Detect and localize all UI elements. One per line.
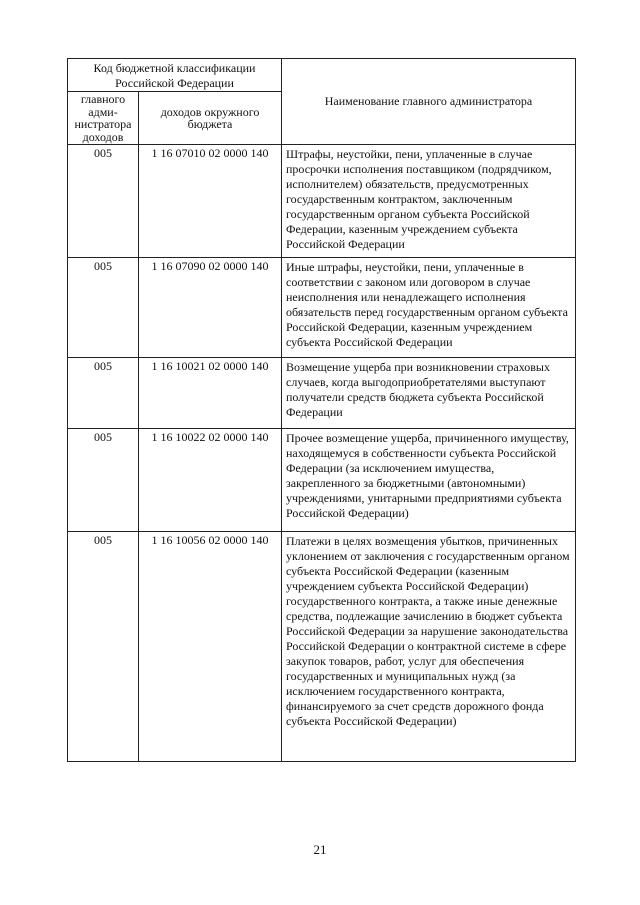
administrator-name-cell: Прочее возмещение ущерба, причиненного имуществу, находящемуся в собственности субъекта Российской Федерации (за исключением имущества, закрепленного за бюджетными (автономными) учреждениями, унитарными предприятиями субъекта Российской Федерации) [282, 429, 576, 532]
admin-code-cell: 005 [68, 532, 139, 762]
budget-code-cell: 1 16 10056 02 0000 140 [139, 532, 282, 762]
table-row [68, 429, 576, 532]
table-row [68, 258, 576, 358]
budget-code-cell: 1 16 07010 02 0000 140 [139, 145, 282, 258]
budget-classification-table [67, 58, 576, 762]
table-row [68, 358, 576, 429]
page-number: 21 [313, 842, 327, 857]
administrator-name-cell: Возмещение ущерба при возникновении страховых случаев, когда выгодоприобретателями выступают получатели средств бюджета субъекта Российской Федерации [282, 358, 576, 429]
header-administrator-name: Наименование главного администратора [282, 59, 576, 145]
budget-code-cell: 1 16 10022 02 0000 140 [139, 429, 282, 532]
header-budget-classification-code: Код бюджетной классификации Российской Федерации [68, 59, 282, 92]
budget-code-cell: 1 16 07090 02 0000 140 [139, 258, 282, 358]
administrator-name-cell: Штрафы, неустойки, пени, уплаченные в случае просрочки исполнения поставщиком (подрядчиком, исполнителем) обязательств, предусмотренных государственным контрактом, заключенным государственным органом субъекта Российской Федерации, казенным учреждением субъекта Российской Федерации [282, 145, 576, 258]
header-row-group [68, 59, 576, 92]
table-row [68, 532, 576, 762]
administrator-name-cell: Иные штрафы, неустойки, пени, уплаченные в соответствии с законом или договором в случае неисполнения или ненадлежащего исполнения обязательств перед государственным органом субъекта Российской Федерации, казенным учреждением субъекта Российской Федерации [282, 258, 576, 358]
admin-code-cell: 005 [68, 145, 139, 258]
administrator-name-cell: Платежи в целях возмещения убытков, причиненных уклонением от заключения с государственным органом субъекта Российской Федерации (казенным учреждением субъекта Российской Федерации) государственного контракта, а также иные денежные средства, подлежащие зачислению в бюджет субъекта Российской Федерации за нарушение законодательства Российской Федерации о контрактной системе в сфере закупок товаров, работ, услуг для обеспечения государственных и муниципальных нужд (за исключением государственного контракта, финансируемого за счет средств дорожного фонда субъекта Российской Федерации) [282, 532, 576, 762]
table-row [68, 145, 576, 258]
admin-code-cell: 005 [68, 358, 139, 429]
budget-code-cell: 1 16 10021 02 0000 140 [139, 358, 282, 429]
admin-code-cell: 005 [68, 429, 139, 532]
admin-code-cell: 005 [68, 258, 139, 358]
header-district-budget-income: доходов окружного бюджета [139, 92, 282, 145]
header-main-administrator: главного адми-нистратора доходов [68, 92, 139, 145]
